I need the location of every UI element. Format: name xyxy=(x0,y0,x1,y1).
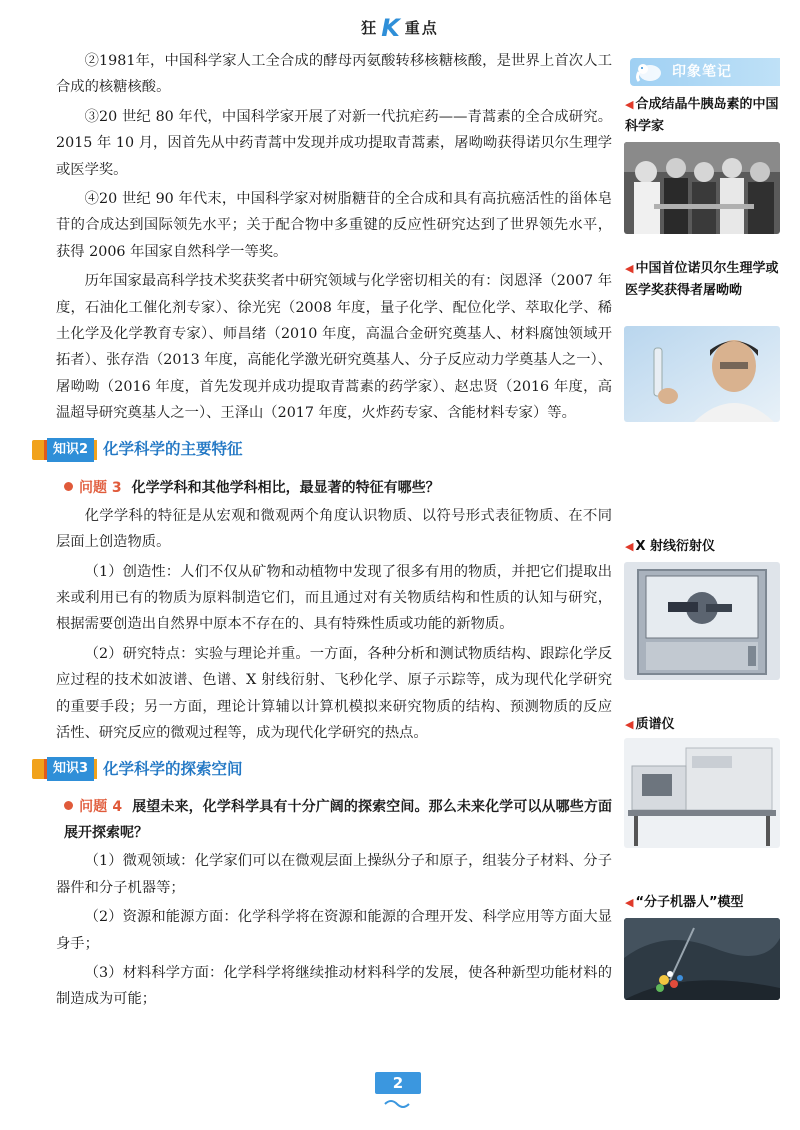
caption-insulin-scientists xyxy=(625,94,790,138)
section-title: 化学科学的探索空间 xyxy=(103,760,243,779)
paragraph: （1）创造性：人们不仅从矿物和动植物中发现了很多有用的物质，并把它们提取出来或利用已有的物质为原料制造它们，而且通过对有关物质结构和性质的认知与研究，根据需要创造出自然界中原本不存在的、具有特殊性质或功能的新物质。 xyxy=(56,563,612,633)
paragraph: 化学学科的特征是从宏观和微观两个角度认识物质、以符号形式表征物质、在不同层面上创造物质。 xyxy=(56,507,612,551)
paragraph: （2）资源和能源方面：化学科学将在资源和能源的合理开发、科学应用等方面大显身手； xyxy=(56,909,612,952)
question-number: 问题 3 xyxy=(79,479,122,496)
paragraph: ③20 世纪 80 年代，中国科学家开展了对新一代抗疟药——青蒿素的全合成研究。2015 年 10 月，因首先从中药青蒿中发现并成功提取青蒿素，屠呦呦获得诺贝尔生理学或医学奖。 xyxy=(56,108,612,178)
pointer-icon: ◀ xyxy=(625,896,634,909)
photo-xray-diffractometer xyxy=(624,562,780,680)
tag-divider xyxy=(94,440,97,460)
paragraph: （1）微观领域：化学家们可以在微观层面上操纵分子和原子，组装分子材料、分子器件和分子机器等； xyxy=(56,853,612,896)
question-3 xyxy=(56,475,612,501)
section-title: 化学科学的主要特征 xyxy=(103,440,243,459)
section-tag: 知识3 xyxy=(47,757,94,781)
section-heading-2 xyxy=(32,435,612,465)
pointer-icon: ◀ xyxy=(625,262,634,275)
pointer-icon: ◀ xyxy=(625,540,634,553)
paragraph: ④20 世纪 90 年代末，中国科学家对树脂糖苷的全合成和具有高抗癌活性的甾体皂苷的合成达到国际领先水平；关于配合物中多重键的反应性研究达到了世界领先水平，获得 2006 年国家自然科学一等奖。 xyxy=(56,191,612,260)
question-number: 问题 4 xyxy=(79,799,123,816)
caption-text: 质谱仪 xyxy=(635,717,675,732)
caption-text: 中国首位诺贝尔生理学或医学奖获得者屠呦呦 xyxy=(625,261,779,298)
paragraph: （2）研究特点：实验与理论并重。一方面，各种分析和测试物质结构、跟踪化学反应过程的技术如波谱、色谱、X 射线衍射、飞秒化学、原子示踪等，成为现代化学研究的重要手段；另一方面，理论计算辅以计算机模拟来研究物质的结构、预测物质的反应活性、研究反应的微观过程等，成为现代化学研究的热点。 xyxy=(56,645,612,741)
pointer-icon: ◀ xyxy=(625,718,634,731)
book-icon xyxy=(32,759,47,779)
page-header xyxy=(0,0,800,46)
section-tag: 知识2 xyxy=(47,438,94,462)
header-k-logo: K xyxy=(381,14,402,42)
book-icon xyxy=(32,440,47,460)
paragraph: 历年国家最高科学技术奖获奖者中研究领域与化学密切相关的有：闵恩泽（2007 年度，石油化工催化剂专家）、徐光宪（2008 年度，量子化学、配位化学、萃取化学、稀土化学及化学教育专家）、师昌绪（2010 年度，高温合金研究奠基人、材料腐蚀领域开拓者）、张存浩（2013 年度，高能化学激光研究奠基人、分子反应动力学奠基人之一）、屠呦呦（2016 年度，首先发现并成功提取青蒿素的药学家）、赵忠贤（2016 年度，高温超导研究奠基人之一）、王泽山（2017 年度，火炸药专家、含能材料专家）等。 xyxy=(56,273,612,422)
question-dot-icon xyxy=(64,801,73,810)
paragraph: （3）材料科学方面：化学科学将继续推动材料科学的发展，使各种新型功能材料的制造成为可能； xyxy=(56,964,612,1008)
header-prefix: 狂 xyxy=(361,19,379,37)
caption-text: 合成结晶牛胰岛素的中国科学家 xyxy=(625,97,779,134)
caption-text: “分子机器人”模型 xyxy=(635,895,744,910)
pointer-icon: ◀ xyxy=(625,98,634,111)
caption-tu-youyou xyxy=(625,258,790,302)
question-text: 化学学科和其他学科相比，最显著的特征有哪些？ xyxy=(131,479,440,496)
paragraph: ②1981年，中国科学家人工全合成的酵母丙氨酸转移核糖核酸，是世界上首次人工合成的核糖核酸。 xyxy=(56,53,612,96)
photo-molecular-robot xyxy=(624,918,780,1000)
caption-xray xyxy=(625,536,790,558)
tag-divider xyxy=(94,759,97,779)
elephant-icon xyxy=(634,60,664,84)
caption-molecular-robot xyxy=(625,892,790,914)
header-title xyxy=(361,14,439,42)
main-content xyxy=(53,48,612,1016)
photo-tu-youyou xyxy=(624,326,780,422)
notes-banner-label: 印象笔记 xyxy=(672,64,732,80)
question-dot-icon xyxy=(64,482,73,491)
question-4 xyxy=(56,794,612,846)
header-suffix: 重点 xyxy=(404,19,439,37)
notes-banner xyxy=(630,58,780,86)
photo-scientists xyxy=(624,142,780,234)
question-text: 展望未来，化学科学具有十分广阔的探索空间。那么未来化学可以从哪些方面展开探索呢？ xyxy=(64,799,612,842)
section-heading-3 xyxy=(32,754,612,784)
page-number: 2 xyxy=(375,1072,421,1094)
photo-mass-spectrometer xyxy=(624,738,780,848)
caption-mass-spec xyxy=(625,714,790,736)
page-ornament-icon xyxy=(383,1098,413,1110)
caption-text: X 射线衍射仪 xyxy=(635,539,716,554)
